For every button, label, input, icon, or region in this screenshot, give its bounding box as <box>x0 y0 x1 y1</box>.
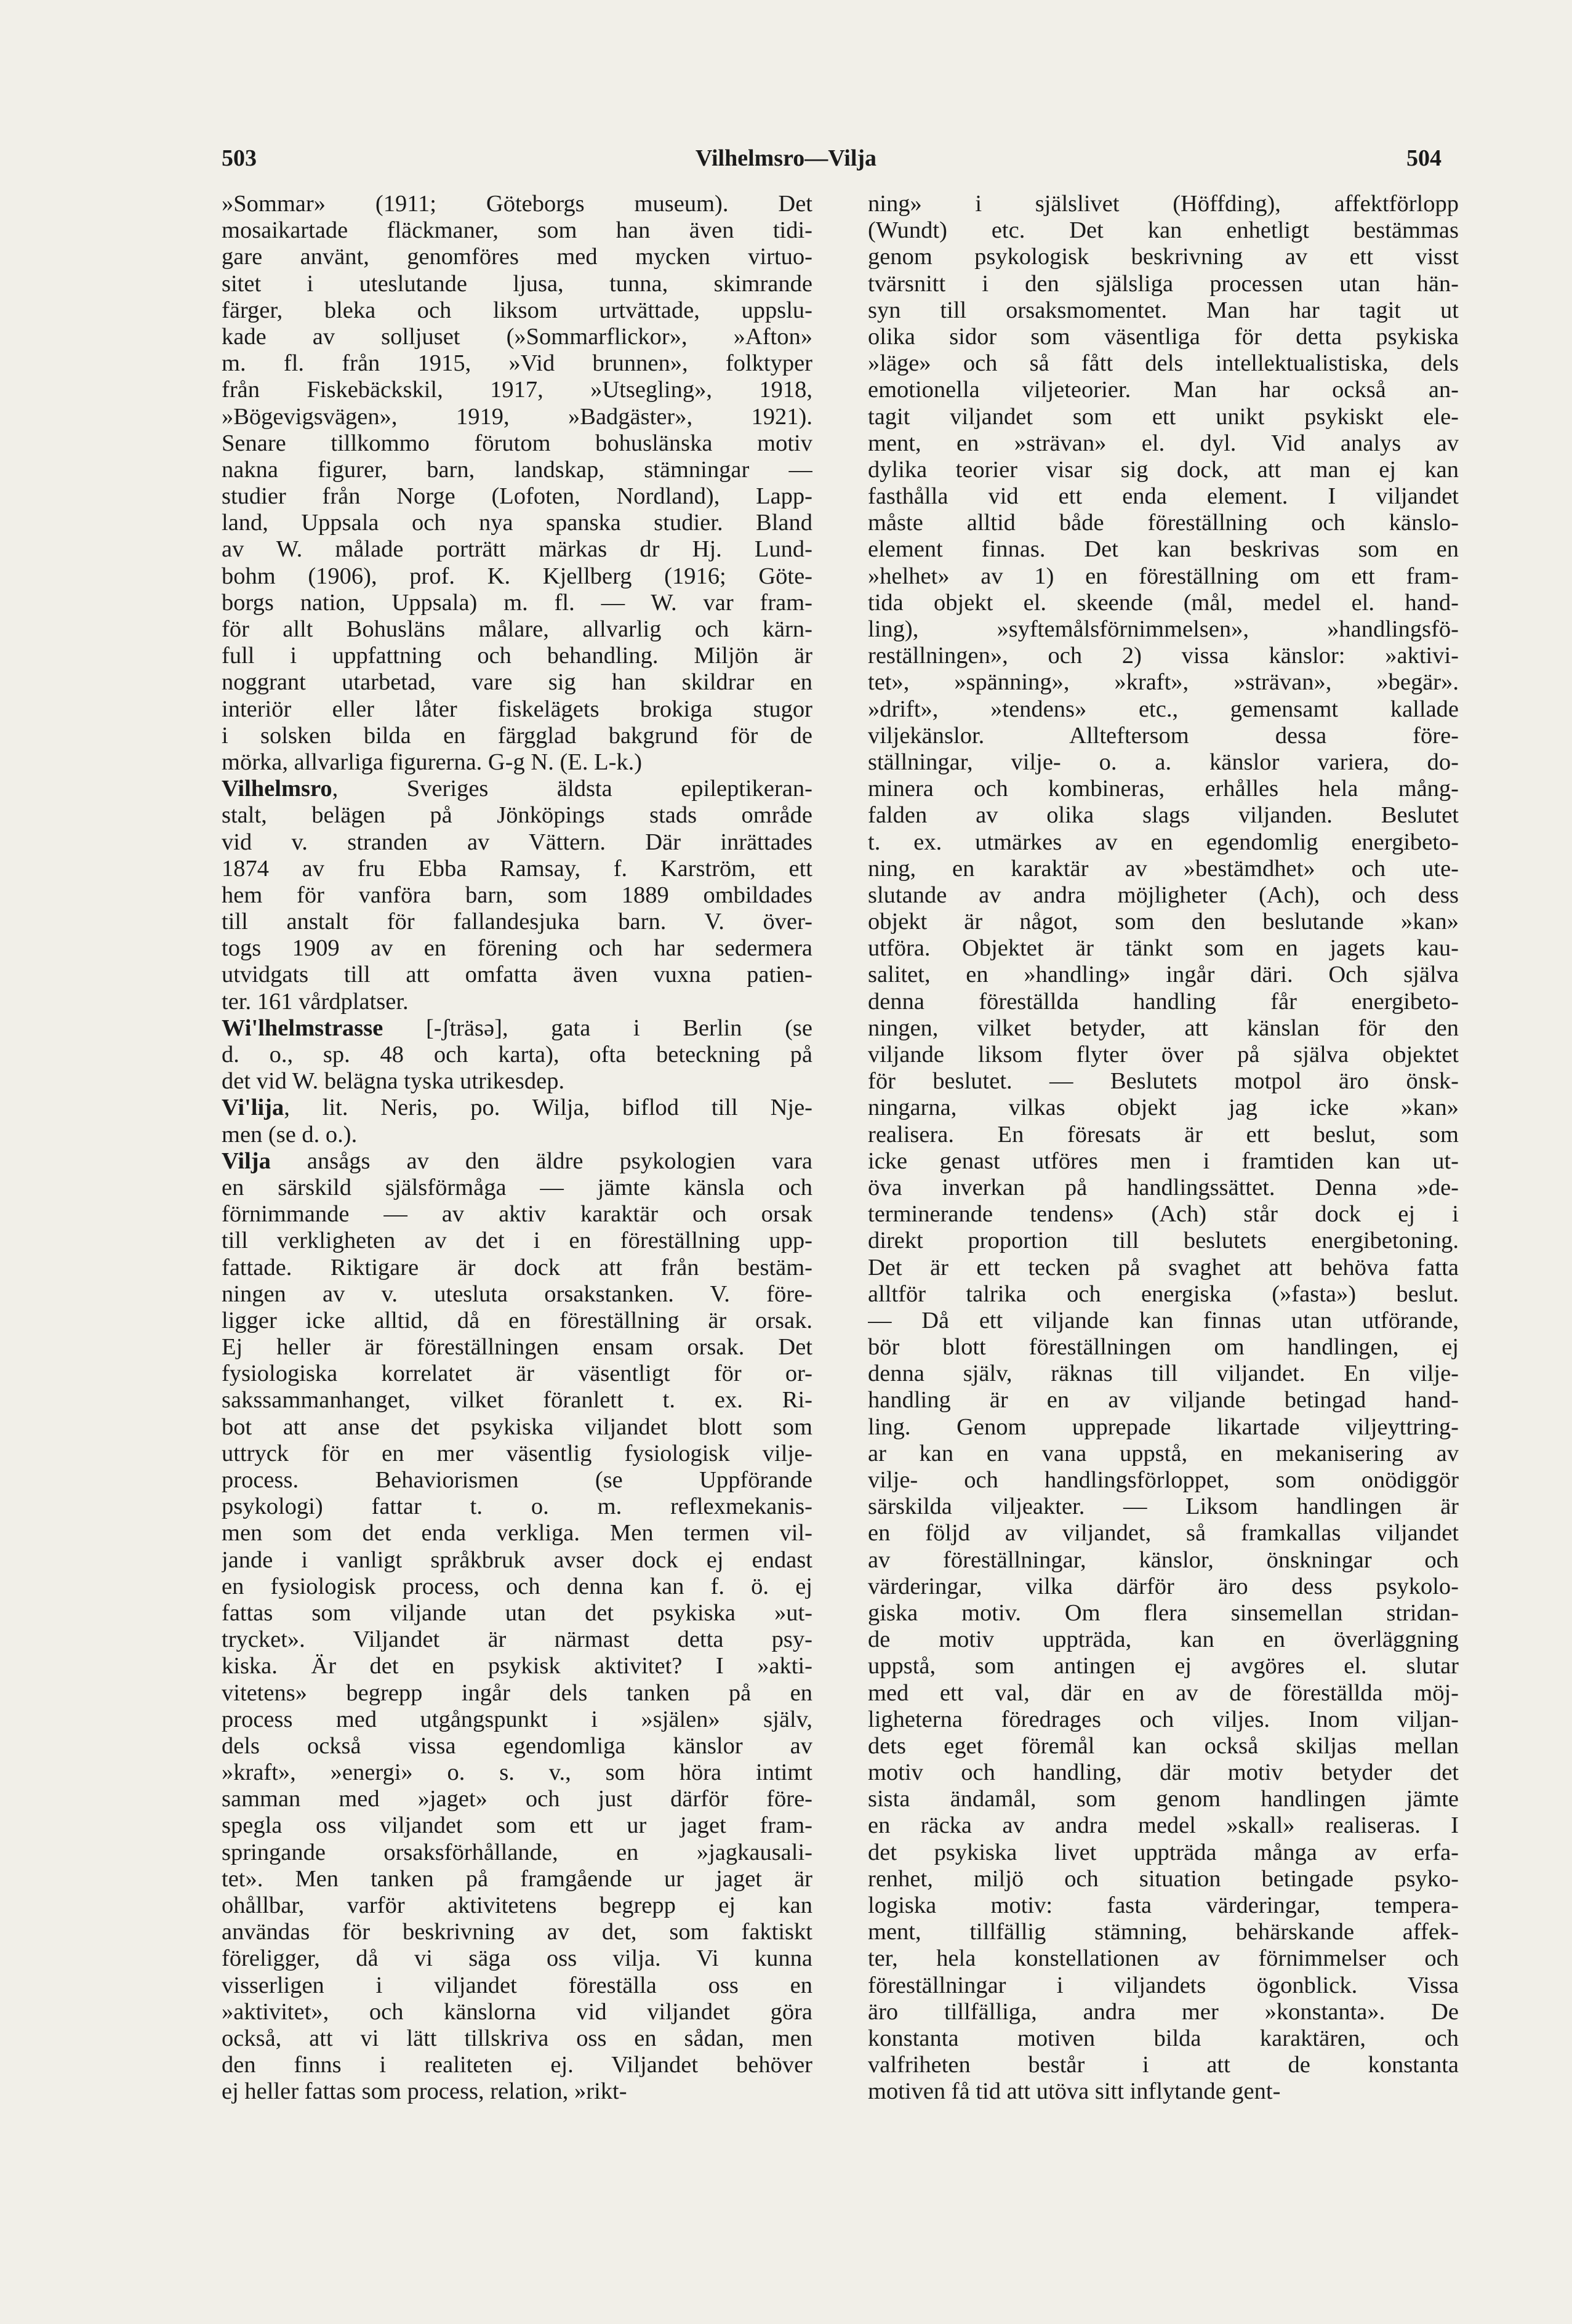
text-line: alltför talrika och energiska (»fasta») beslut. <box>868 1281 1459 1307</box>
text-line: objekt är något, som den beslutande »kan» <box>868 909 1459 935</box>
text-line: minera och kombineras, erhålles hela mång- <box>868 776 1459 802</box>
text-line: syn till orsaksmomentet. Man har tagit ut <box>868 297 1459 323</box>
text-line: utföra. Objektet är tänkt som en jagets kau- <box>868 935 1459 962</box>
text-line: gare använt, genomföres med mycken virtuo- <box>222 244 812 270</box>
text-line: den finns i realiteten ej. Viljandet behöver <box>222 2052 812 2078</box>
text-line: ling. Genom upprepade likartade viljeyttring- <box>868 1413 1459 1440</box>
text-line: process. Behaviorismen (se Uppförande <box>222 1467 812 1493</box>
text-line: Vi'lija, lit. Neris, po. Wilja, biflod till Nje- <box>222 1095 812 1121</box>
text-line: samman med »jaget» och just därför före- <box>222 1786 812 1812</box>
text-line: också, att vi lätt tillskriva oss en sådan, men <box>222 2025 812 2051</box>
text-line: tet». Men tanken på framgående ur jaget är <box>222 1865 812 1892</box>
text-line: uppstå, som antingen ej avgöres el. slutar <box>868 1653 1459 1679</box>
text-line: denna själv, räknas till viljandet. En vilje- <box>868 1361 1459 1387</box>
text-line: viljande liksom flyter över på själva objektet <box>868 1042 1459 1068</box>
text-line: tet», »spänning», »kraft», »strävan», »begär». <box>868 669 1459 696</box>
text-line: öva inverkan på handlingssättet. Denna »de- <box>868 1174 1459 1200</box>
text-line: Vilhelmsro, Sveriges äldsta epileptikeran- <box>222 776 812 802</box>
text-line: hem för vanföra barn, som 1889 ombildades <box>222 882 812 908</box>
running-header-title: Vilhelmsro—Vilja <box>695 145 877 171</box>
text-line: (Wundt) etc. Det kan enhetligt bestämmas <box>868 217 1459 244</box>
right-page-number: 504 <box>1406 145 1442 171</box>
text-line: ment, en »strävan» el. dyl. Vid analys av <box>868 430 1459 456</box>
text-line: vilje- och handlingsförloppet, som onödiggör <box>868 1467 1459 1493</box>
text-line: tagit viljandet som ett unikt psykiskt ele- <box>868 403 1459 430</box>
text-line: färger, bleka och liksom urtvättade, uppslu- <box>222 297 812 323</box>
text-line: bohm (1906), prof. K. Kjellberg (1916; Göte- <box>222 563 812 589</box>
text-line: »aktivitet», och känslorna vid viljandet göra <box>222 1998 812 2025</box>
text-line: genom psykologisk beskrivning av ett visst <box>868 244 1459 270</box>
text-line: i solsken bilda en färgglad bakgrund för de <box>222 722 812 749</box>
text-line: realisera. En föresats är ett beslut, som <box>868 1121 1459 1148</box>
text-line: de motiv uppträda, kan en överläggning <box>868 1626 1459 1653</box>
text-line: icke genast utföres men i framtiden kan ut- <box>868 1148 1459 1174</box>
text-line: tvärsnitt i den själsliga processen utan hän- <box>868 270 1459 297</box>
text-line: av föreställningar, känslor, önskningar och <box>868 1546 1459 1573</box>
text-line: stalt, belägen på Jönköpings stads område <box>222 802 812 829</box>
text-line: springande orsaksförhållande, en »jagkausali- <box>222 1839 812 1865</box>
text-line: för allt Bohusläns målare, allvarlig och kärn- <box>222 616 812 642</box>
text-line: 1874 av fru Ebba Ramsay, f. Karström, ett <box>222 855 812 882</box>
text-line: ligheterna föredrages och viljes. Inom viljan- <box>868 1706 1459 1732</box>
text-line: måste alltid både föreställning och känslo- <box>868 510 1459 536</box>
text-line: med ett val, där en av de föreställda möj- <box>868 1679 1459 1706</box>
text-line: studier från Norge (Lofoten, Nordland), Lapp- <box>222 483 812 510</box>
text-line: togs 1909 av en förening och har sedermera <box>222 935 812 962</box>
text-line: förnimmande — av aktiv karaktär och orsak <box>222 1201 812 1228</box>
text-line: Det är ett tecken på svaghet att behöva fatta <box>868 1254 1459 1281</box>
text-line: ning, en karaktär av »bestämdhet» och ute- <box>868 855 1459 882</box>
text-line: motiven få tid att utöva sitt inflytande gent- <box>868 2078 1281 2105</box>
text-line: ningen av v. utesluta orsakstanken. V. före- <box>222 1281 812 1307</box>
text-line: ningarna, vilkas objekt jag icke »kan» <box>868 1095 1459 1121</box>
text-line: process med utgångspunkt i »själen» själv, <box>222 1706 812 1732</box>
text-line: fysiologiska korrelatet är väsentligt för or- <box>222 1361 812 1387</box>
text-line: psykologi) fattar t. o. m. reflexmekanis- <box>222 1494 812 1520</box>
text-line: bot att anse det psykiska viljandet blott som <box>222 1413 812 1440</box>
text-line: terminerande tendens» (Ach) står dock ej i <box>868 1201 1459 1228</box>
text-line: men (se d. o.). <box>222 1121 358 1148</box>
text-line: »helhet» av 1) en föreställning om ett fram- <box>868 563 1459 589</box>
text-line: mörka, allvarliga figurerna. G-g N. (E. L-k.) <box>222 749 643 775</box>
text-line: ohållbar, varför aktivitetens begrepp ej kan <box>222 1892 812 1918</box>
text-line: valfriheten består i att de konstanta <box>868 2052 1459 2078</box>
text-line: sista ändamål, som genom handlingen jämte <box>868 1786 1459 1812</box>
text-line: dels också vissa egendomliga känslor av <box>222 1732 812 1759</box>
text-line: till verkligheten av det i en föreställning upp- <box>222 1228 812 1254</box>
text-line: ning» i själslivet (Höffding), affektförlopp <box>868 191 1459 217</box>
text-line: föreligger, då vi säga oss vilja. Vi kunna <box>222 1945 812 1972</box>
text-line: fattas som viljande utan det psykiska »ut- <box>222 1599 812 1626</box>
left-text-column <box>222 191 812 2105</box>
text-line: handling är en av viljande betingad hand- <box>868 1387 1459 1413</box>
text-line: d. o., sp. 48 och karta), ofta beteckning på <box>222 1042 812 1068</box>
text-line: användas för beskrivning av det, som faktiskt <box>222 1919 812 1945</box>
text-line: dets eget föremål kan också skiljas mellan <box>868 1732 1459 1759</box>
text-line: föreställningar i viljandets ögonblick. Vissa <box>868 1972 1459 1998</box>
text-line: »Sommar» (1911; Göteborgs museum). Det <box>222 191 812 217</box>
text-line: värderingar, vilka därför äro dess psykolo- <box>868 1573 1459 1599</box>
text-line: ningen, vilket betyder, att känslan för den <box>868 1015 1459 1041</box>
text-line: fasthålla vid ett enda element. I viljandet <box>868 483 1459 510</box>
text-line: ställningar, vilje- o. a. känslor variera, do- <box>868 749 1459 775</box>
text-line: uttryck för en mer väsentlig fysiologisk vilje- <box>222 1440 812 1466</box>
text-line: — Då ett viljande kan finnas utan utförande, <box>868 1307 1459 1333</box>
text-line: reställningen», och 2) vissa känslor: »aktivi- <box>868 643 1459 669</box>
text-line: visserligen i viljandet föreställa oss en <box>222 1972 812 1998</box>
text-line: jande i vanligt språkbruk avser dock ej endast <box>222 1546 812 1573</box>
text-line: motiv och handling, där motiv betyder det <box>868 1759 1459 1786</box>
text-line: olika sidor som väsentliga för detta psykiska <box>868 323 1459 350</box>
text-line: av W. målade porträtt märkas dr Hj. Lund- <box>222 536 812 563</box>
text-line: äro tillfälliga, andra mer »konstanta». De <box>868 1998 1459 2025</box>
text-line: Ej heller är föreställningen ensam orsak. Det <box>222 1334 812 1361</box>
text-line: land, Uppsala och nya spanska studier. Bland <box>222 510 812 536</box>
text-line: en särskild själsförmåga — jämte känsla och <box>222 1174 812 1200</box>
text-line: det vid W. belägna tyska utrikesdep. <box>222 1068 565 1095</box>
text-line: giska motiv. Om flera sinsemellan stridan- <box>868 1599 1459 1626</box>
text-line: vitetens» begrepp ingår dels tanken på en <box>222 1679 812 1706</box>
text-line: tida objekt el. skeende (mål, medel el. hand- <box>868 589 1459 616</box>
text-line: »drift», »tendens» etc., gemensamt kallade <box>868 696 1459 722</box>
text-line: utvidgats till att omfatta även vuxna patien- <box>222 962 812 988</box>
text-line: en fysiologisk process, och denna kan f. ö. ej <box>222 1573 812 1599</box>
text-line: vid v. stranden av Vättern. Där inrättades <box>222 829 812 855</box>
text-line: salitet, en »handling» ingår däri. Och själva <box>868 962 1459 988</box>
text-line: »läge» och så fått dels intellektualistiska, dels <box>868 350 1459 377</box>
text-line: trycket». Viljandet är närmast detta psy- <box>222 1626 812 1653</box>
text-line: emotionella viljeteorier. Man har också an- <box>868 377 1459 403</box>
text-line: falden av olika slags viljanden. Beslutet <box>868 802 1459 829</box>
text-line: från Fiskebäckskil, 1917, »Utsegling», 1918, <box>222 377 812 403</box>
text-line: särskilda viljeakter. — Liksom handlingen är <box>868 1494 1459 1520</box>
text-line: Vilja ansågs av den äldre psykologien vara <box>222 1148 812 1174</box>
text-line: ej heller fattas som process, relation, »rikt- <box>222 2078 627 2105</box>
right-text-column <box>868 191 1459 2105</box>
text-line: full i uppfattning och behandling. Miljön är <box>222 643 812 669</box>
text-line: sitet i uteslutande ljusa, tunna, skimrande <box>222 270 812 297</box>
text-line: renhet, miljö och situation betingade psyko- <box>868 1865 1459 1892</box>
text-line: spegla oss viljandet som ett ur jaget fram- <box>222 1812 812 1839</box>
text-line: dylika teorier visar sig dock, att man ej kan <box>868 456 1459 483</box>
text-line: m. fl. från 1915, »Vid brunnen», folktyper <box>222 350 812 377</box>
left-page-number: 503 <box>222 145 257 171</box>
text-line: t. ex. utmärkes av en egendomlig energibeto- <box>868 829 1459 855</box>
text-line: viljekänslor. Allteftersom dessa före- <box>868 722 1459 749</box>
text-line: direkt proportion till beslutets energibetoning. <box>868 1228 1459 1254</box>
text-line: element finnas. Det kan beskrivas som en <box>868 536 1459 563</box>
text-line: Wi'lhelmstrasse [-ʃträsə], gata i Berlin (se <box>222 1015 812 1041</box>
text-line: kade av solljuset (»Sommarflickor», »Afton» <box>222 323 812 350</box>
text-line: ment, tillfällig stämning, behärskande affek- <box>868 1919 1459 1945</box>
text-line: det psykiska livet uppträda många av erfa- <box>868 1839 1459 1865</box>
text-line: interiör eller låter fiskelägets brokiga stugor <box>222 696 812 722</box>
text-line: för beslutet. — Beslutets motpol äro önsk- <box>868 1068 1459 1095</box>
text-line: Senare tillkommo förutom bohuslänska motiv <box>222 430 812 456</box>
text-line: kiska. Är det en psykisk aktivitet? I »akti- <box>222 1653 812 1679</box>
text-line: »kraft», »energi» o. s. v., som höra intimt <box>222 1759 812 1786</box>
text-line: denna föreställda handling får energibeto- <box>868 988 1459 1015</box>
text-line: ter. 161 vårdplatser. <box>222 988 409 1015</box>
text-line: »Bögevigsvägen», 1919, »Badgäster», 1921). <box>222 403 812 430</box>
text-line: sakssammanhanget, vilket föranlett t. ex. Ri- <box>222 1387 812 1413</box>
text-line: ligger icke alltid, då en föreställning är orsak. <box>222 1307 812 1333</box>
text-line: men som det enda verkliga. Men termen vil- <box>222 1520 812 1546</box>
text-line: borgs nation, Uppsala) m. fl. — W. var fram- <box>222 589 812 616</box>
text-line: slutande av andra möjligheter (Ach), och dess <box>868 882 1459 908</box>
text-line: en räcka av andra medel »skall» realiseras. I <box>868 1812 1459 1839</box>
text-line: en följd av viljandet, så framkallas viljandet <box>868 1520 1459 1546</box>
text-line: logiska motiv: fasta värderingar, tempera- <box>868 1892 1459 1918</box>
text-line: till anstalt för fallandesjuka barn. V. över- <box>222 909 812 935</box>
text-line: noggrant utarbetad, vare sig han skildrar en <box>222 669 812 696</box>
text-line: mosaikartade fläckmaner, som han även tidi- <box>222 217 812 244</box>
text-line: bör blott föreställningen om handlingen, ej <box>868 1334 1459 1361</box>
text-line: konstanta motiven bilda karaktären, och <box>868 2025 1459 2051</box>
text-line: ar kan en vana uppstå, en mekanisering av <box>868 1440 1459 1466</box>
text-line: ling), »syftemålsförnimmelsen», »handlingsfö- <box>868 616 1459 642</box>
text-line: nakna figurer, barn, landskap, stämningar — <box>222 456 812 483</box>
text-line: fattade. Riktigare är dock att från bestäm- <box>222 1254 812 1281</box>
text-line: ter, hela konstellationen av förnimmelser och <box>868 1945 1459 1972</box>
